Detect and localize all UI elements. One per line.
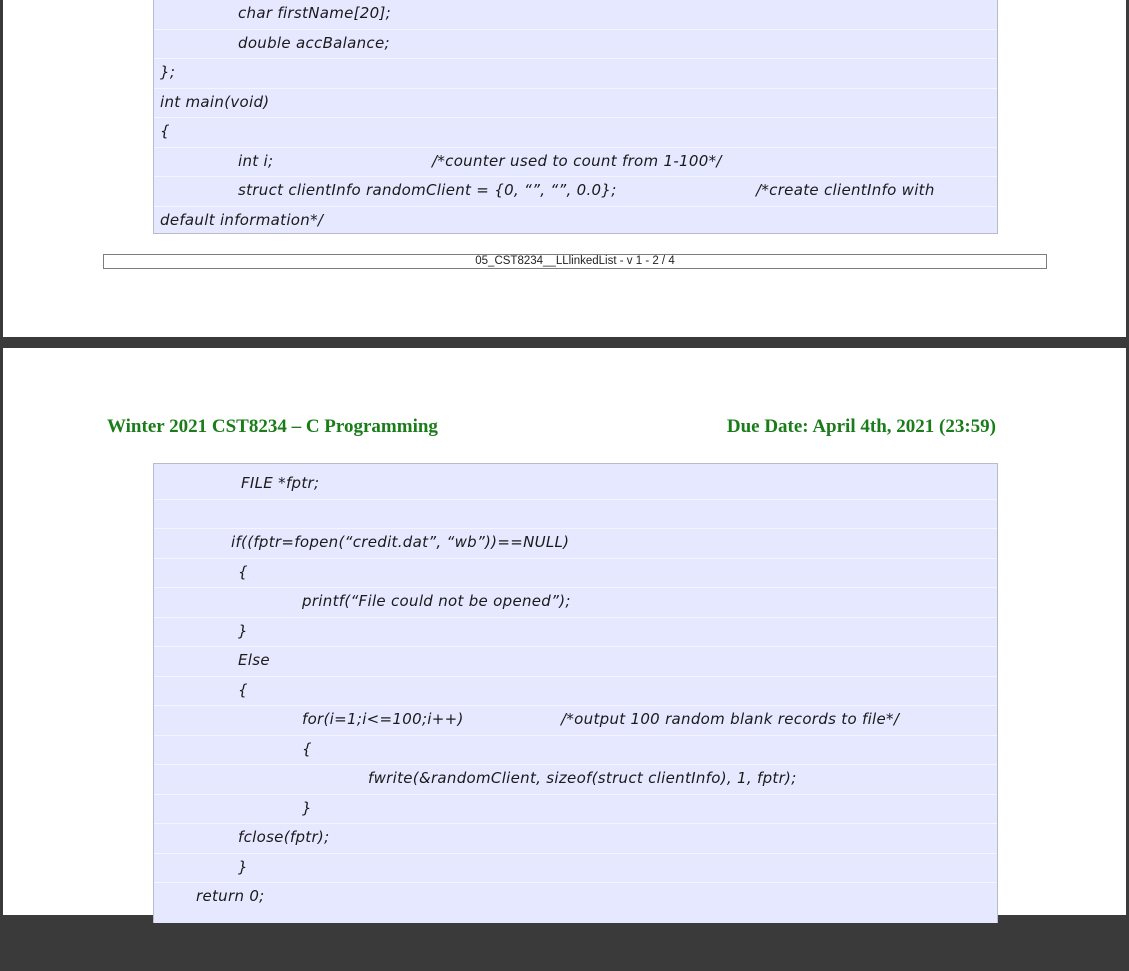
code-line — [154, 176, 997, 207]
code-text: Else — [238, 651, 270, 669]
code-line — [154, 587, 997, 618]
code-line — [154, 853, 997, 884]
page-footer: 05_CST8234__LLlinkedList - v 1 - 2 / 4 — [103, 254, 1047, 269]
code-text: int main(void) — [160, 92, 270, 111]
document-page-2 — [3, 0, 1126, 337]
document-page-3 — [3, 348, 1126, 915]
code-text: { — [238, 680, 248, 699]
code-line — [154, 646, 997, 677]
code-line — [154, 117, 997, 148]
code-text: fwrite(&randomClient, sizeof(struct clientInfo), 1, fptr); — [368, 769, 797, 787]
code-line — [154, 735, 997, 766]
code-comment: /*output 100 random blank records to file*/ — [561, 710, 900, 728]
code-line — [154, 676, 997, 707]
code-text: fclose(fptr); — [238, 828, 330, 846]
code-text: return 0; — [196, 887, 265, 905]
course-title: Winter 2021 CST8234 – C Programming — [107, 416, 438, 437]
code-line — [154, 88, 997, 119]
code-text: printf(“File could not be opened”); — [302, 592, 571, 610]
code-line — [154, 469, 997, 500]
code-text: char firstName[20]; — [238, 4, 391, 22]
code-line — [154, 499, 997, 530]
code-line — [154, 705, 997, 736]
code-text: FILE *fptr; — [241, 474, 320, 492]
code-line — [154, 147, 997, 178]
code-text: { — [238, 562, 248, 581]
code-text: }; — [160, 63, 176, 81]
code-text: double accBalance; — [238, 33, 390, 52]
code-line — [154, 794, 997, 825]
due-date: Due Date: April 4th, 2021 (23:59) — [726, 416, 996, 437]
code-line — [154, 558, 997, 589]
code-text: default information*/ — [160, 210, 324, 229]
code-line — [154, 823, 997, 854]
code-text: { — [160, 122, 170, 140]
code-block — [153, 0, 998, 234]
code-line — [154, 617, 997, 648]
code-comment: /*counter used to count from 1-100*/ — [432, 151, 722, 170]
code-line — [154, 764, 997, 795]
code-text: } — [238, 857, 248, 876]
code-block — [153, 463, 998, 923]
code-text: if((fptr=fopen(“credit.dat”, “wb”))==NULL) — [231, 533, 570, 551]
code-text: } — [238, 621, 248, 640]
code-text: { — [302, 739, 312, 758]
code-text: for(i=1;i<=100;i++) — [302, 710, 464, 728]
code-line — [154, 0, 997, 30]
code-line — [154, 882, 997, 912]
code-text: int i; — [238, 151, 274, 170]
code-line — [154, 528, 997, 559]
code-text: } — [302, 798, 312, 817]
code-line — [154, 29, 997, 60]
code-comment: /*create clientInfo with — [756, 181, 935, 199]
code-line — [154, 58, 997, 89]
code-line — [154, 206, 997, 236]
code-text: struct clientInfo randomClient = {0, “”, “”, 0.0}; — [238, 181, 617, 199]
